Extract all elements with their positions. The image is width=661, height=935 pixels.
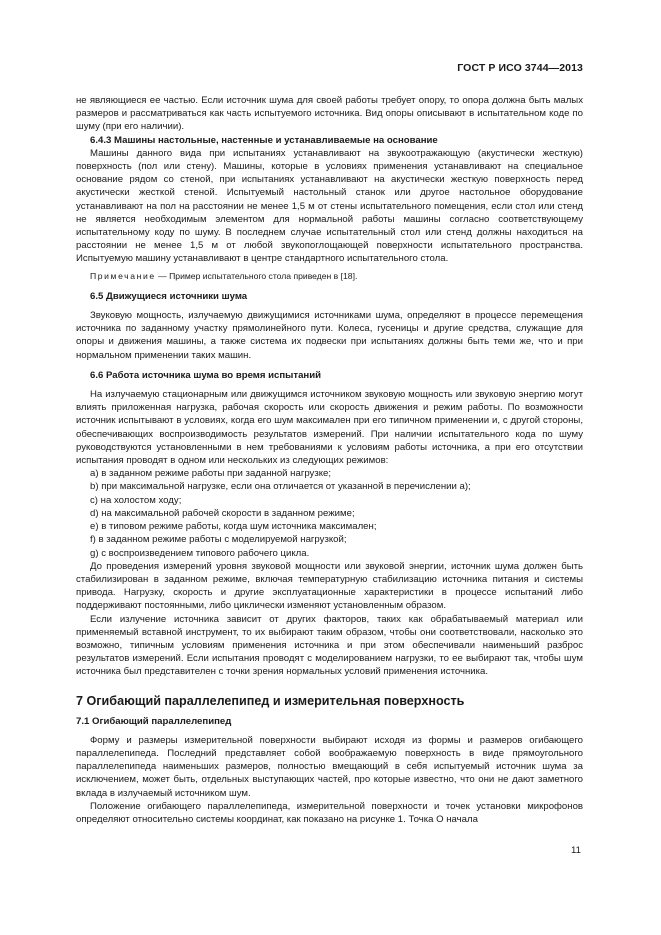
list-item: c) на холостом ходу; (90, 494, 182, 506)
note-text: — Пример испытательного стола приведен в [18]. (155, 270, 358, 281)
list-item: g) с воспроизведением типового рабочего цикла. (90, 547, 310, 559)
section-6-6-paragraph-2: До проведения измерений уровня звуковой мощности или звуковой энергии, источник шума должен быть стабилизирован в заданном режиме, включая температурную стабилизацию источника питания и системы привода. Нагрузку, скорость и другие эксплуатационные характеристики в процессе испытаний либо поддерживают постоянными, либо циклически изменяют установленным образом. (76, 560, 583, 612)
standard-header: ГОСТ Р ИСО 3744—2013 (457, 62, 583, 74)
note (90, 270, 583, 283)
continuation-paragraph: не являющиеся ее частью. Если источник шума для своей работы требует опору, то опора должна быть малых размеров и рассматриваться как часть испытуемого источника. Вид опоры описывают в испытательном коде по шуму (при его наличии). (76, 95, 583, 133)
note-label: Примечание (90, 270, 156, 281)
section-6-6-heading: 6.6 Работа источника шума во время испытаний (90, 369, 321, 381)
list-item: b) при максимальной нагрузке, если она отличается от указанной в перечислении а); (90, 481, 471, 493)
section-7-1-paragraph-2: Положение огибающего параллелепипеда, измерительной поверхности и точек установки микрофонов определяют относительно системы координат, как показано на рисунке 1. Точка О начала (76, 800, 583, 825)
section-7-1-paragraph-1: Форму и размеры измерительной поверхности выбирают исходя из формы и размеров огибающего параллелепипеда. Последний представляет собой воображаемую поверхность в виде прямоугольного параллелепипеда наименьших размеров, полностью вмещающий в себя испытуемый источник шума за исключением, может быть, отдельных выступающих частей, про которые известно, что они не дают заметного вклада в излучаемый источником шум. (76, 734, 583, 799)
page-content (76, 94, 583, 826)
mode-list (76, 467, 583, 559)
section-6-4-3-text: Машины данного вида при испытаниях устанавливают на звукоотражающую (акустически жесткую) поверхность (пол или стену). Машины, которые в условиях применения устанавливают на специальное основание рядом со стеной, при испытаниях устанавливают на акустически жесткую поверхность перед акустически жесткой стеной. Испытуемый настольный станок или другое настольное оборудование устанавливают на пол на расстоянии не менее 1,5 м от стены испытательного помещения, если стол или стенд не является необходимым элементом для нормальной работы машины согласно соответствующему испытательному коду по шуму. В последнем случае испытательный стол или стенд должны находиться на расстоянии не менее 1,5 м от любой звукопоглощающей поверхности испытательного пространства. Испытуемую машину устанавливают в центре стандартного испытательного стола. (76, 147, 583, 265)
section-7-1-heading: 7.1 Огибающий параллелепипед (76, 715, 232, 727)
list-item: e) в типовом режиме работы, когда шум источника максимален; (90, 521, 377, 533)
list-item: f) в заданном режиме работы с моделируемой нагрузкой; (90, 534, 347, 546)
list-item: d) на максимальной рабочей скорости в заданном режиме; (90, 507, 355, 519)
section-6-6-paragraph-3: Если излучение источника зависит от других факторов, таких как обрабатываемый материал или применяемый вставной инструмент, то их выбирают таким образом, чтобы они соответствовали, насколько это возможно, типичным условиям применения источника и при этом обеспечивали наименьший разброс результатов измерений. Если испытания проводят с моделированием нагрузки, то ее выбирают так, чтобы шум источника был представителен с точки зрения нормальных условий применения источника. (76, 613, 583, 678)
section-6-5-heading: 6.5 Движущиеся источники шума (90, 290, 248, 302)
section-7-heading: 7 Огибающий параллелепипед и измерительная поверхность (76, 693, 465, 708)
section-6-6-text: На излучаемую стационарным или движущимся источником звуковую мощность или звуковую энергию могут влиять приложенная нагрузка, рабочая скорость или скорость движения и режим работы. По возможности источник испытывают в условиях, когда его шум максимален при его типичном применении и, с другой стороны, обеспечивающих воспроизводимость результатов измерений. При наличии испытательного кода по шуму руководствуются установленными в нем требованиями к условиям работы источника, а при его отсутствии испытания проводят в одном или нескольких из следующих режимов: (76, 389, 583, 467)
section-6-5-text: Звуковую мощность, излучаемую движущимися источниками шума, определяют в процессе перемещения источника по заданному участку прямолинейного пути. Колеса, гусеницы и другие средства, служащие для опоры и движения машины, а также система их подвески при испытаниях должны быть теми же, что и при нормальном применении таких машин. (76, 310, 583, 361)
section-6-4-3-heading: 6.4.3 Машины настольные, настенные и устанавливаемые на основание (90, 134, 438, 146)
list-item: а) в заданном режиме работы при заданной нагрузке; (90, 468, 332, 480)
page-number: 11 (571, 845, 581, 856)
